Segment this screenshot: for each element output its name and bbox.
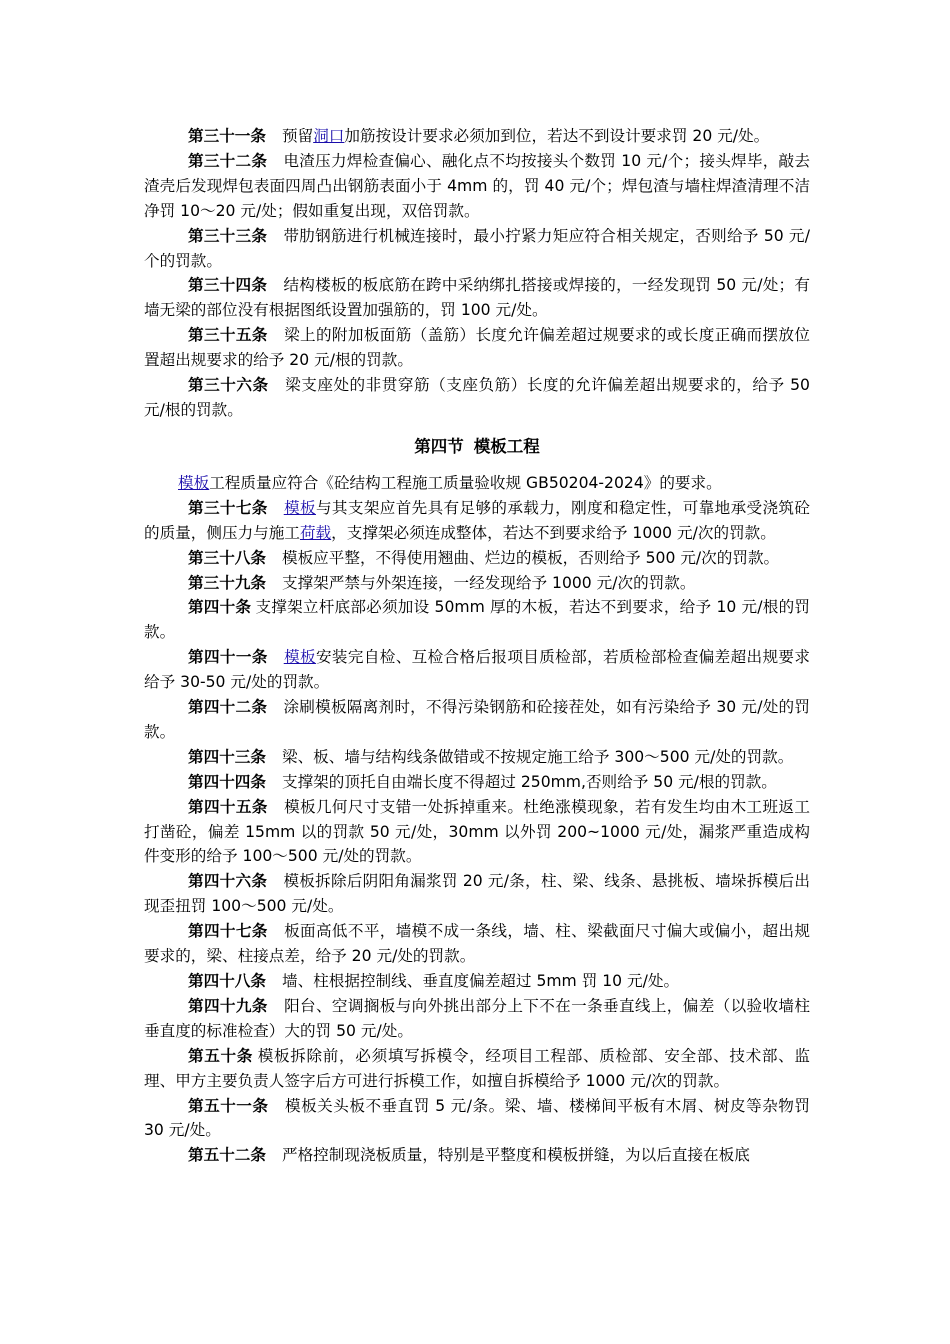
- article-text: 预留: [281, 127, 314, 145]
- article-text: 模板关头板不垂直罚 5 元/条。梁、墙、楼梯间平板有木屑、树皮等杂物罚 30 元/处。: [144, 1096, 810, 1140]
- article-paragraph: [144, 1044, 810, 1094]
- article-number: 第四十九条: [188, 996, 268, 1015]
- article-text: 墙、柱根据控制线、垂直度偏差超过 5mm 罚 10 元/处。: [281, 972, 680, 990]
- article-text: 支撑架的顶托自由端长度不得超过 250mm,否则给予 50 元/根的罚款。: [281, 772, 777, 791]
- article-text: 工程质量应符合《砼结构工程施工质量验收规 GB50204-2024》的要求。: [209, 473, 722, 492]
- article-paragraph: [144, 745, 810, 770]
- article-text: 梁上的附加板面筋（盖筋）长度允许偏差超过规要求的或长度正确而摆放位置超出规要求的给予 20 元/根的罚款。: [144, 326, 810, 370]
- article-paragraph: [144, 795, 810, 870]
- article-paragraph: [144, 645, 810, 695]
- term-link[interactable]: 荷载: [299, 523, 332, 542]
- article-text: 模板拆除后阴阳角漏浆罚 20 元/条，柱、梁、线条、悬挑板、墙垛拆模后出现歪扭罚 100～500 元/处。: [144, 872, 810, 916]
- section-title: 模板工程: [473, 436, 540, 456]
- article-text: 与其支架应首先具有足够的承载力，刚度和稳定性，可靠地承受浇筑砼的质量，侧压力与施工: [144, 498, 810, 542]
- article-number: 第五十二条: [188, 1146, 266, 1165]
- article-number: 第四十五条: [188, 797, 268, 816]
- article-text: 梁支座处的非贯穿筋（支座负筋）长度的允许偏差超出规要求的，给予 50 元/根的罚款。: [144, 376, 810, 419]
- article-paragraph: [144, 224, 810, 274]
- term-link[interactable]: 洞口: [313, 127, 345, 145]
- article-number: 第三十五条: [188, 326, 268, 345]
- article-number: 第四十三条: [188, 747, 266, 766]
- article-paragraph: [144, 994, 810, 1044]
- section-heading: [144, 423, 810, 471]
- article-text: 板面高低不平，墙模不成一条线，墙、柱、梁截面尺寸偏大或偏小，超出规要求的，梁、柱接点差，给予 20 元/处的罚款。: [144, 922, 810, 966]
- article-text: 电渣压力焊检查偏心、融化点不均按接头个数罚 10 元/个；接头焊毕，敲去渣壳后发现焊包表面四周凸出钢筋表面小于 4mm 的，罚 40 元/个；焊包渣与墙柱焊渣清理不洁净罚 10～20 元/处；假如重复出现，双倍罚款。: [144, 151, 810, 220]
- article-paragraph: [144, 1143, 810, 1168]
- article-paragraph: [144, 273, 810, 323]
- article-text: 结构楼板的板底筋在跨中采纳绑扎搭接或焊接的，一经发现罚 50 元/处；有墙无梁的部位没有根据图纸设置加强筋的，罚 100 元/处。: [144, 276, 810, 320]
- article-number: 第三十四条: [188, 276, 268, 295]
- article-text: 模板应平整，不得使用翘曲、烂边的模板，否则给予 500 元/次的罚款。: [281, 548, 780, 567]
- article-number: 第四十二条: [188, 698, 268, 717]
- article-paragraph: [144, 571, 810, 596]
- article-number: 第三十二条: [188, 151, 268, 170]
- article-paragraph: [144, 770, 810, 795]
- article-number: 第四十条: [188, 598, 252, 617]
- article-number: 第三十九条: [188, 573, 266, 592]
- article-text: 梁、板、墙与结构线条做错或不按规定施工给予 300～500 元/处的罚款。: [281, 747, 794, 766]
- article-paragraph: [144, 373, 810, 423]
- article-number: 第五十条: [188, 1046, 254, 1065]
- article-number: 第五十一条: [188, 1096, 269, 1115]
- article-paragraph: [144, 969, 810, 994]
- article-text: 模板几何尺寸支错一处拆掉重来。杜绝涨模现象，若有发生均由木工班返工打凿砼，偏差 15mm 以的罚款 50 元/处，30mm 以外罚 200~1000 元/处，漏浆严重造成构件变形的给予 100～500 元/处的罚款。: [144, 797, 810, 866]
- article-paragraph: [144, 496, 810, 546]
- article-paragraph: [144, 595, 810, 645]
- article-text: 支撑架立杆底部必须加设 50mm 厚的木板，若达不到要求，给予 10 元/根的罚款。: [144, 598, 810, 642]
- article-number: 第三十六条: [188, 376, 269, 395]
- article-number: 第四十一条: [188, 648, 268, 667]
- document-body: [144, 124, 810, 1168]
- article-paragraph: [144, 149, 810, 224]
- article-number: 第三十三条: [188, 226, 268, 245]
- term-link[interactable]: 模板: [178, 473, 210, 492]
- article-number: 第四十六条: [188, 872, 268, 891]
- article-text: 带肋钢筋进行机械连接时，最小拧紧力矩应符合相关规定，否则给予 50 元/个的罚款。: [144, 226, 810, 270]
- article-text: 阳台、空调搁板与向外挑出部分上下不在一条垂直线上，偏差（以验收墙柱垂直度的标准检查）大的罚 50 元/处。: [144, 996, 810, 1040]
- article-text: 涂刷模板隔离剂时，不得污染钢筋和砼接茬处，如有污染给予 30 元/处的罚款。: [144, 698, 810, 741]
- section-number: 第四节: [414, 436, 464, 456]
- article-number: 第四十四条: [188, 772, 266, 791]
- article-text: 支撑架严禁与外架连接，一经发现给予 1000 元/次的罚款。: [281, 573, 696, 592]
- article-paragraph: [144, 919, 810, 969]
- term-link[interactable]: 模板: [283, 498, 316, 517]
- article-paragraph: [144, 124, 810, 149]
- article-text: ，支撑架必须连成整体，若达不到要求给予 1000 元/次的罚款。: [331, 523, 776, 542]
- article-paragraph: [144, 695, 810, 745]
- article-text: 安装完自检、互检合格后报项目质检部，若质检部检查偏差超出规要求给予 30-50 元/处的罚款。: [144, 648, 810, 692]
- article-text: 严格控制现浇板质量，特别是平整度和模板拼缝，为以后直接在板底: [281, 1146, 750, 1165]
- article-paragraph: [144, 869, 810, 919]
- section-intro-paragraph: [144, 471, 810, 496]
- article-text: 模板拆除前，必须填写拆模令，经项目工程部、质检部、安全部、技术部、监理、甲方主要负责人签字后方可进行拆模工作，如擅自拆模给予 1000 元/次的罚款。: [144, 1046, 810, 1090]
- article-number: 第三十七条: [188, 498, 268, 517]
- article-paragraph: [144, 323, 810, 373]
- article-paragraph: [144, 1094, 810, 1144]
- article-number: 第三十八条: [188, 548, 266, 567]
- term-link[interactable]: 模板: [283, 648, 316, 667]
- article-number: 第四十七条: [188, 922, 268, 941]
- article-number: 第三十一条: [188, 127, 266, 145]
- article-paragraph: [144, 546, 810, 571]
- article-number: 第四十八条: [188, 972, 266, 990]
- article-text: 加筋按设计要求必须加到位，若达不到设计要求罚 20 元/处。: [344, 127, 770, 145]
